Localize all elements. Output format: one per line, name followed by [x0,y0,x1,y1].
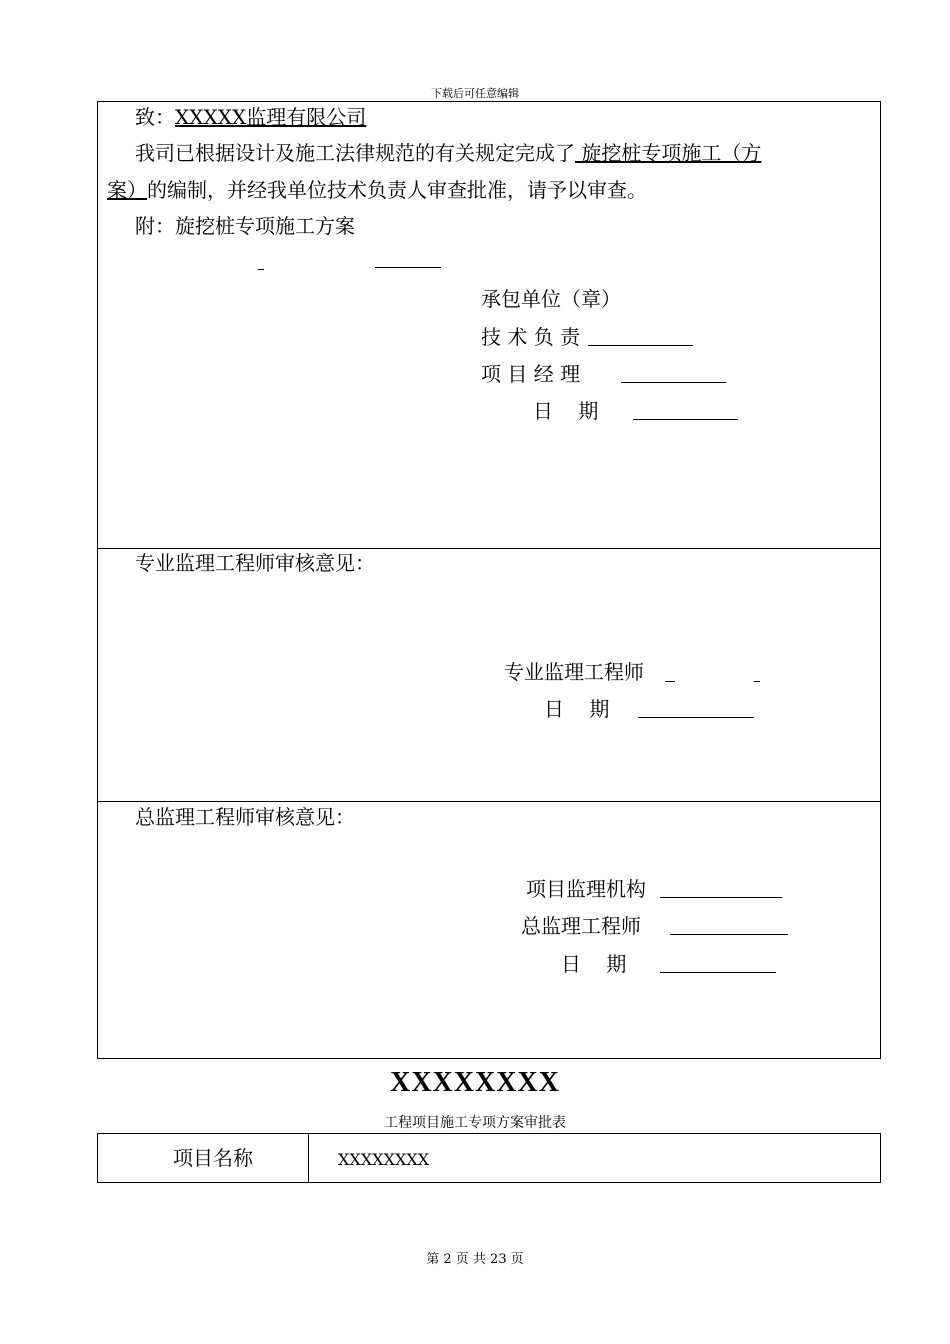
body-line-2-scheme: 案） [107,178,147,202]
specialist-signature-end [754,681,760,682]
addressee-prefix: 致： [135,105,175,129]
form-subtitle: 工程项目施工专项方案审批表 [384,1115,566,1131]
company-title: XXXXXXXX [390,1067,560,1098]
contractor-seal-label: 承包单位（章） [481,287,621,311]
specialist-review-section [97,548,881,802]
blank-dash [258,269,264,270]
supervision-org-label: 项目监理机构 [526,877,646,901]
date-signature-line [633,419,738,420]
body-line-1-scheme: 旋挖桩专项施工（方 [575,141,762,165]
chief-review-section [97,801,881,1059]
chief-date-label: 日 期 [561,952,627,976]
addressee-company: XXXXX监理有限公司 [175,105,367,129]
specialist-date-label: 日 期 [544,697,610,721]
body-line-1 [135,140,761,166]
specialist-signature-start [665,681,675,682]
specialist-date-line [638,717,754,718]
body-line-2 [107,177,647,203]
body-line-2-suffix: 的编制，并经我单位技术负责人审查批准，请予以审查。 [147,178,647,202]
chief-date-line [660,972,776,973]
chief-engineer-label: 总监理工程师 [521,914,641,938]
project-name-value: XXXXXXXX [338,1150,430,1169]
specialist-engineer-label: 专业监理工程师 [504,660,644,684]
specialist-review-title: 专业监理工程师审核意见： [135,551,375,575]
tech-lead-label: 技 术 负 责 [481,325,581,349]
project-manager-signature-line [621,382,726,383]
header-note: 下载后可任意编辑 [431,87,519,100]
table-divider [308,1134,309,1182]
attachment-line: 附：旋挖桩专项施工方案 [135,214,355,238]
addressee-line [135,104,366,130]
supervision-org-line [660,897,782,898]
tech-lead-signature-line [588,345,693,346]
blank-line [375,267,441,268]
project-manager-label: 项 目 经 理 [481,362,581,386]
page-number: 第 2 页 共 23 页 [426,1252,524,1267]
date-label: 日 期 [533,399,599,423]
chief-review-title: 总监理工程师审核意见： [135,805,355,829]
project-info-table [97,1133,881,1183]
chief-engineer-line [670,934,788,935]
body-line-1-prefix: 我司已根据设计及施工法律规范的有关规定完成了 [135,141,575,165]
project-name-label: 项目名称 [173,1146,253,1170]
